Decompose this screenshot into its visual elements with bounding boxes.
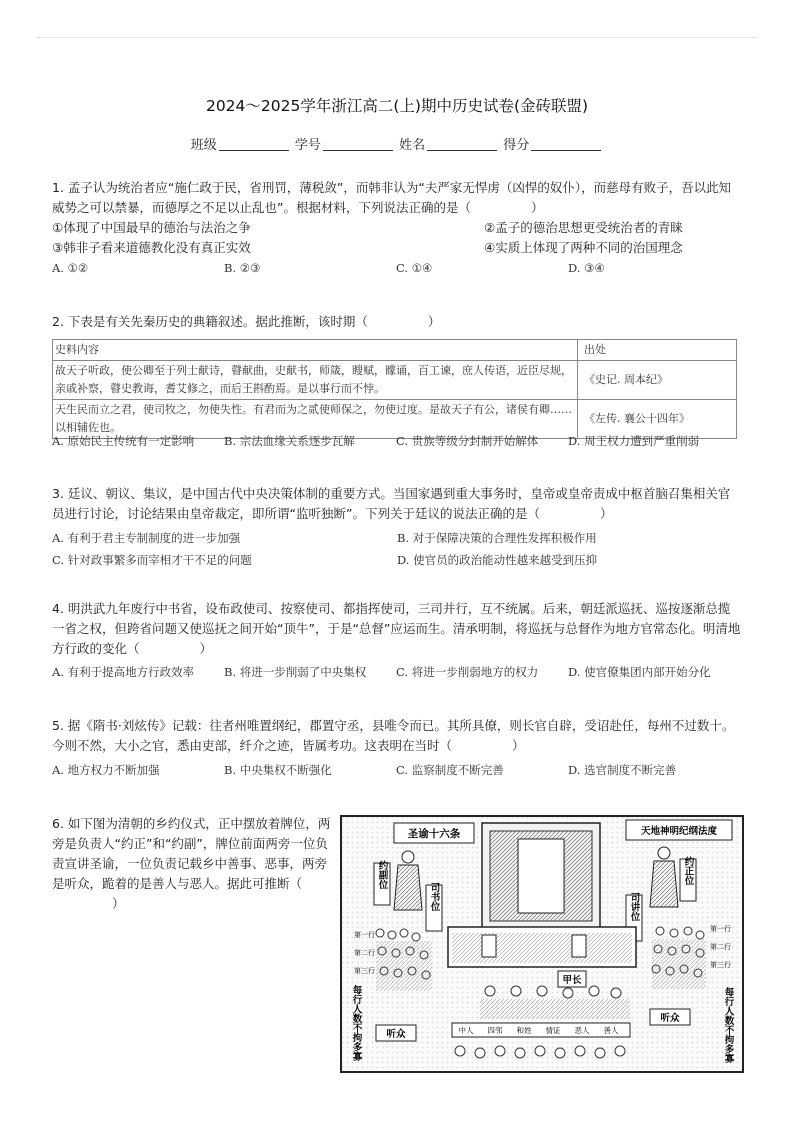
side-note-right: 每行人数不拘多寡 — [722, 987, 734, 1063]
question-2-stem: 2. 下表是有关先秦历史的典籍叙述。据此推断，该时期（ — [52, 314, 368, 329]
bottom-label: 和姓 — [516, 1026, 532, 1035]
row-2-label: 第二行 — [710, 943, 731, 951]
question-1-stem: 1. 孟子认为统治者应“施仁政于民，省刑罚，薄税敛”，而韩非认为“夫严家无悍虏（凶悍的奴仆），而慈母有败子，吾以此知威势之可以禁暴，而德厚之不足以止乱也”。根据材料，下列说法正确的是（ — [52, 180, 732, 215]
question-4-stem: 4. 明洪武九年废行中书省，设布政使司、按察使司、都指挥使司，三司并行，互不统属。后来，朝廷派巡抚、巡按逐渐总揽一省之权，但跨省问题又使巡抚之间开始“顶牛”，于是“总督”应运而生。清承明制，将巡抚与总督作为地方官常态化。明清地方行政的变化（ — [52, 601, 741, 656]
row-1-label: 第一行 — [710, 925, 731, 933]
heaven-earth-label: 天地神明纪纲法度 — [640, 826, 718, 837]
row-3-label: 第三行 — [354, 967, 375, 975]
question-5-options — [52, 762, 742, 778]
table-header-row — [53, 340, 737, 361]
audience-right-tag: 听众 — [660, 1013, 680, 1024]
question-3-options — [52, 530, 742, 568]
option-a[interactable]: A. 地方权力不断加强 — [52, 763, 160, 777]
bottom-label: 中人 — [458, 1026, 474, 1035]
table-header: 出处 — [578, 340, 737, 361]
bottom-label: 情证 — [545, 1026, 561, 1035]
question-3: 3. 廷议、朝议、集议，是中国古代中央决策体制的重要方式。当国家遇到重大事务时，皇帝或皇帝责成中枢首脑召集相关官员进行讨论，讨论结果由皇帝裁定，即所谓“监听独断”。下列关于廷议的说法正确的是（ ） — [52, 486, 731, 521]
bottom-label: 善人 — [603, 1026, 619, 1035]
option-a[interactable]: A. ①② — [52, 261, 89, 275]
question-5-stem: 5. 据《隋书·刘炫传》记载：往者州唯置纲纪，郡置守丞，县唯令而已。其所具僚，则长官自辟，受诏赴任，每州不过数十。今则不然，大小之官，悉由吏部，纤介之迹，皆属考功。这表明在当时（ — [52, 718, 735, 753]
option-b[interactable]: B. 对于保障决策的合理性发挥积极作用 — [397, 531, 597, 545]
header-rule — [36, 37, 758, 38]
village-covenant-ceremony-figure — [340, 815, 744, 1073]
sishu-tag: 司书位 — [428, 882, 440, 912]
option-d[interactable]: D. ③④ — [568, 261, 605, 275]
option-a[interactable]: A. 原始民主传统有一定影响 — [52, 434, 195, 448]
question-1-options — [52, 261, 742, 275]
option-d[interactable]: D. 选官制度不断完善 — [568, 763, 677, 777]
class-label: 班级 — [190, 138, 217, 153]
option-d[interactable]: D. 周王权力遭到严重削弱 — [568, 434, 700, 448]
option-a[interactable]: A. 有利于君主专制制度的进一步加强 — [52, 531, 241, 545]
statement: ①体现了中国最早的德治与法治之争 — [52, 220, 251, 235]
option-b[interactable]: B. 中央集权不断强化 — [224, 763, 332, 777]
side-note-left: 每行人数不拘多寡 — [350, 985, 362, 1061]
bottom-label: 恶人 — [574, 1026, 590, 1035]
option-c[interactable]: C. 监察制度不断完善 — [396, 763, 504, 777]
source-table — [52, 339, 737, 439]
number-blank[interactable] — [323, 138, 393, 151]
table-cell: 《史记. 周本纪》 — [578, 361, 737, 400]
student-info-fields — [0, 134, 794, 153]
score-label: 得分 — [503, 138, 530, 153]
class-blank[interactable] — [219, 138, 289, 151]
option-c[interactable]: C. 贵族等级分封制开始解体 — [396, 434, 539, 448]
question-2-options — [52, 433, 742, 449]
statement: ②孟子的德治思想更受统治者的青睐 — [484, 220, 683, 235]
option-b[interactable]: B. 将进一步削弱了中央集权 — [224, 665, 367, 679]
score-blank[interactable] — [531, 138, 601, 151]
yuefu-tag: 约副位 — [376, 860, 388, 890]
sacred-edict-label: 圣谕十六条 — [407, 828, 461, 840]
row-2-label: 第二行 — [354, 949, 375, 957]
exam-title: 2024～2025学年浙江高二(上)期中历史试卷(金砖联盟) — [205, 97, 589, 115]
option-d[interactable]: D. 使官僚集团内部开始分化 — [568, 665, 711, 679]
question-5: 5. 据《隋书·刘炫传》记载：往者州唯置纲纪，郡置守丞，县唯令而已。其所具僚，则长官自辟，受诏赴任，每州不过数十。今则不然，大小之官，悉由吏部，纤介之迹，皆属考功。这表明在当时（ ） — [52, 718, 735, 753]
question-1-statements — [52, 218, 742, 258]
question-6: 6. 如下图为清朝的乡约仪式，正中摆放着牌位，两旁是负责人“约正”和“约副”，牌位前面两旁一位负责宣讲圣谕，一位负责记载乡中善事、恶事，两旁是听众，跪着的是善人与恶人。据此可推断（） — [52, 816, 331, 911]
sijiang-tag: 司讲位 — [628, 892, 640, 922]
row-1-label: 第一行 — [354, 931, 375, 939]
table-cell: 天生民而立之君，使司牧之，勿使失性。有君而为之贰使师保之，勿使过度。是故天子有公，诸侯有卿……以相辅佐也。 — [53, 400, 578, 439]
yuezheng-tag: 约正位 — [682, 856, 694, 886]
bottom-label: 四邻 — [487, 1026, 503, 1035]
question-2: 2. 下表是有关先秦历史的典籍叙述。据此推断，该时期（ ） — [52, 314, 441, 329]
option-c[interactable]: C. ①④ — [396, 261, 433, 275]
question-6-stem: 6. 如下图为清朝的乡约仪式，正中摆放着牌位，两旁是负责人“约正”和“约副”，牌位前面两旁一位负责宣讲圣谕，一位负责记载乡中善事、恶事，两旁是听众，跪着的是善人与恶人。据此可推断（ — [52, 816, 331, 891]
audience-left-tag: 听众 — [386, 1029, 406, 1040]
jiazhang-tag: 甲长 — [562, 975, 582, 986]
question-1: 1. 孟子认为统治者应“施仁政于民，省刑罚，薄税敛”，而韩非认为“夫严家无悍虏（凶悍的奴仆），而慈母有败子，吾以此知威势之可以禁暴，而德厚之不足以止乱也”。根据材料，下列说法正确的是（ ） ①体现了中国最早的德治与法治之争 ②孟子的德治思想更受统治者的青睐 ③韩非子看来道德教化没有真正实效 ④实质上体现了两种不同的治国理念 — [52, 178, 742, 258]
table-cell: 《左传. 襄公十四年》 — [578, 400, 737, 439]
option-c[interactable]: C. 将进一步削弱地方的权力 — [396, 665, 539, 679]
table-cell: 故天子听政，使公卿至于列士献诗，瞽献曲，史献书，师箴，瞍赋，矇诵，百工谏，庶人传语，近臣尽规，亲戚补察，瞽史教诲，耆艾修之，而后王斟酌焉。是以事行而不悖。 — [53, 361, 578, 400]
statement: ④实质上体现了两种不同的治国理念 — [484, 240, 683, 255]
row-3-label: 第三行 — [710, 961, 731, 969]
option-d[interactable]: D. 使官员的政治能动性越来越受到压抑 — [397, 553, 598, 567]
question-4-options — [52, 664, 742, 680]
name-label: 姓名 — [399, 138, 426, 153]
option-c[interactable]: C. 针对政事繁多而宰相才干不足的问题 — [52, 553, 252, 567]
table-row — [53, 361, 737, 400]
question-4: 4. 明洪武九年废行中书省，设布政使司、按察使司、都指挥使司，三司并行，互不统属。后来，朝廷派巡抚、巡按逐渐总揽一省之权，但跨省问题又使巡抚之间开始“顶牛”，于是“总督”应运而生。清承明制，将巡抚与总督作为地方官常态化。明清地方行政的变化（ ） — [52, 601, 741, 656]
number-label: 学号 — [294, 138, 321, 153]
statement: ③韩非子看来道德教化没有真正实效 — [52, 240, 251, 255]
name-blank[interactable] — [427, 138, 497, 151]
option-b[interactable]: B. 宗法血缘关系逐步瓦解 — [224, 434, 355, 448]
option-a[interactable]: A. 有利于提高地方行政效率 — [52, 665, 195, 679]
question-3-stem: 3. 廷议、朝议、集议，是中国古代中央决策体制的重要方式。当国家遇到重大事务时，皇帝或皇帝责成中枢首脑召集相关官员进行讨论，讨论结果由皇帝裁定，即所谓“监听独断”。下列关于廷议的说法正确的是（ — [52, 486, 731, 521]
table-header: 史料内容 — [53, 340, 578, 361]
option-b[interactable]: B. ②③ — [224, 261, 261, 275]
